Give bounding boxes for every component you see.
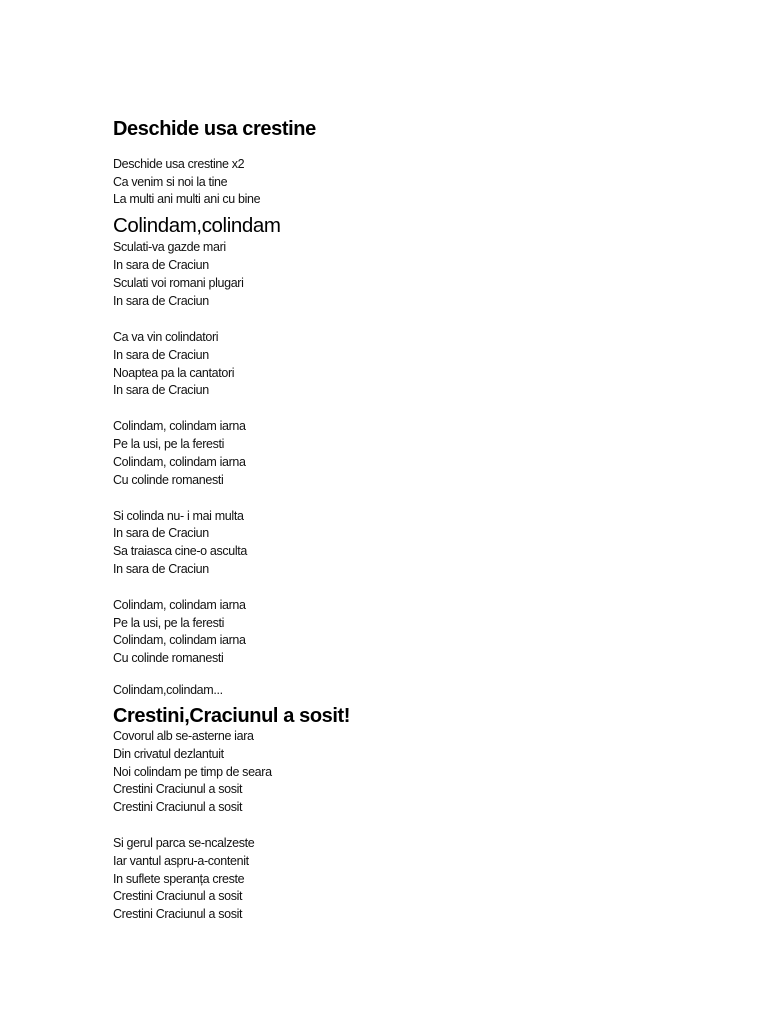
lyric-line: Crestini Craciunul a sosit	[113, 782, 243, 796]
lyric-line: Pe la usi, pe la feresti	[113, 616, 225, 630]
lyric-line: Colindam, colindam iarna	[113, 419, 246, 433]
lyric-line: Ca va vin colindatori	[113, 330, 219, 344]
lyric-line: Noaptea pa la cantatori	[113, 366, 235, 380]
lyric-line: Colindam, colindam iarna	[113, 633, 246, 647]
lyric-line: Iar vantul aspru-a-contenit	[113, 854, 249, 868]
lyric-line: Crestini Craciunul a sosit	[113, 907, 243, 921]
lyric-line: Crestini Craciunul a sosit	[113, 800, 243, 814]
song-title: Crestini,Craciunul a sosit!	[113, 705, 351, 727]
lyric-line: In sara de Craciun	[113, 383, 209, 397]
song-title: Colindam,colindam	[113, 214, 281, 237]
song-title: Deschide usa crestine	[113, 118, 316, 140]
lyric-line: In sara de Craciun	[113, 348, 209, 362]
lyric-line: Noi colindam pe timp de seara	[113, 765, 272, 779]
lyric-line: Colindam,colindam...	[113, 683, 223, 697]
lyric-line: Colindam, colindam iarna	[113, 455, 246, 469]
lyric-line: Covorul alb se-asterne iara	[113, 729, 254, 743]
lyric-line: In sara de Craciun	[113, 526, 209, 540]
lyric-line: Deschide usa crestine x2	[113, 157, 245, 171]
lyric-line: Sa traiasca cine-o asculta	[113, 544, 248, 558]
lyric-line: Colindam, colindam iarna	[113, 598, 246, 612]
lyric-line: Din crivatul dezlantuit	[113, 747, 224, 761]
lyric-line: Pe la usi, pe la feresti	[113, 437, 225, 451]
lyric-line: In sara de Craciun	[113, 562, 209, 576]
lyric-line: La multi ani multi ani cu bine	[113, 192, 261, 206]
lyric-line: In sara de Craciun	[113, 294, 209, 308]
lyric-line: Si gerul parca se-ncalzeste	[113, 836, 255, 850]
lyric-line: Si colinda nu- i mai multa	[113, 509, 244, 523]
lyric-line: Sculati voi romani plugari	[113, 276, 244, 290]
lyric-line: Sculati-va gazde mari	[113, 240, 226, 254]
lyric-line: Ca venim si noi la tine	[113, 175, 228, 189]
lyric-line: Crestini Craciunul a sosit	[113, 889, 243, 903]
lyric-line: Cu colinde romanesti	[113, 473, 224, 487]
lyric-line: In suflete speranța creste	[113, 872, 245, 886]
lyric-line: Cu colinde romanesti	[113, 651, 224, 665]
lyric-line: In sara de Craciun	[113, 258, 209, 272]
